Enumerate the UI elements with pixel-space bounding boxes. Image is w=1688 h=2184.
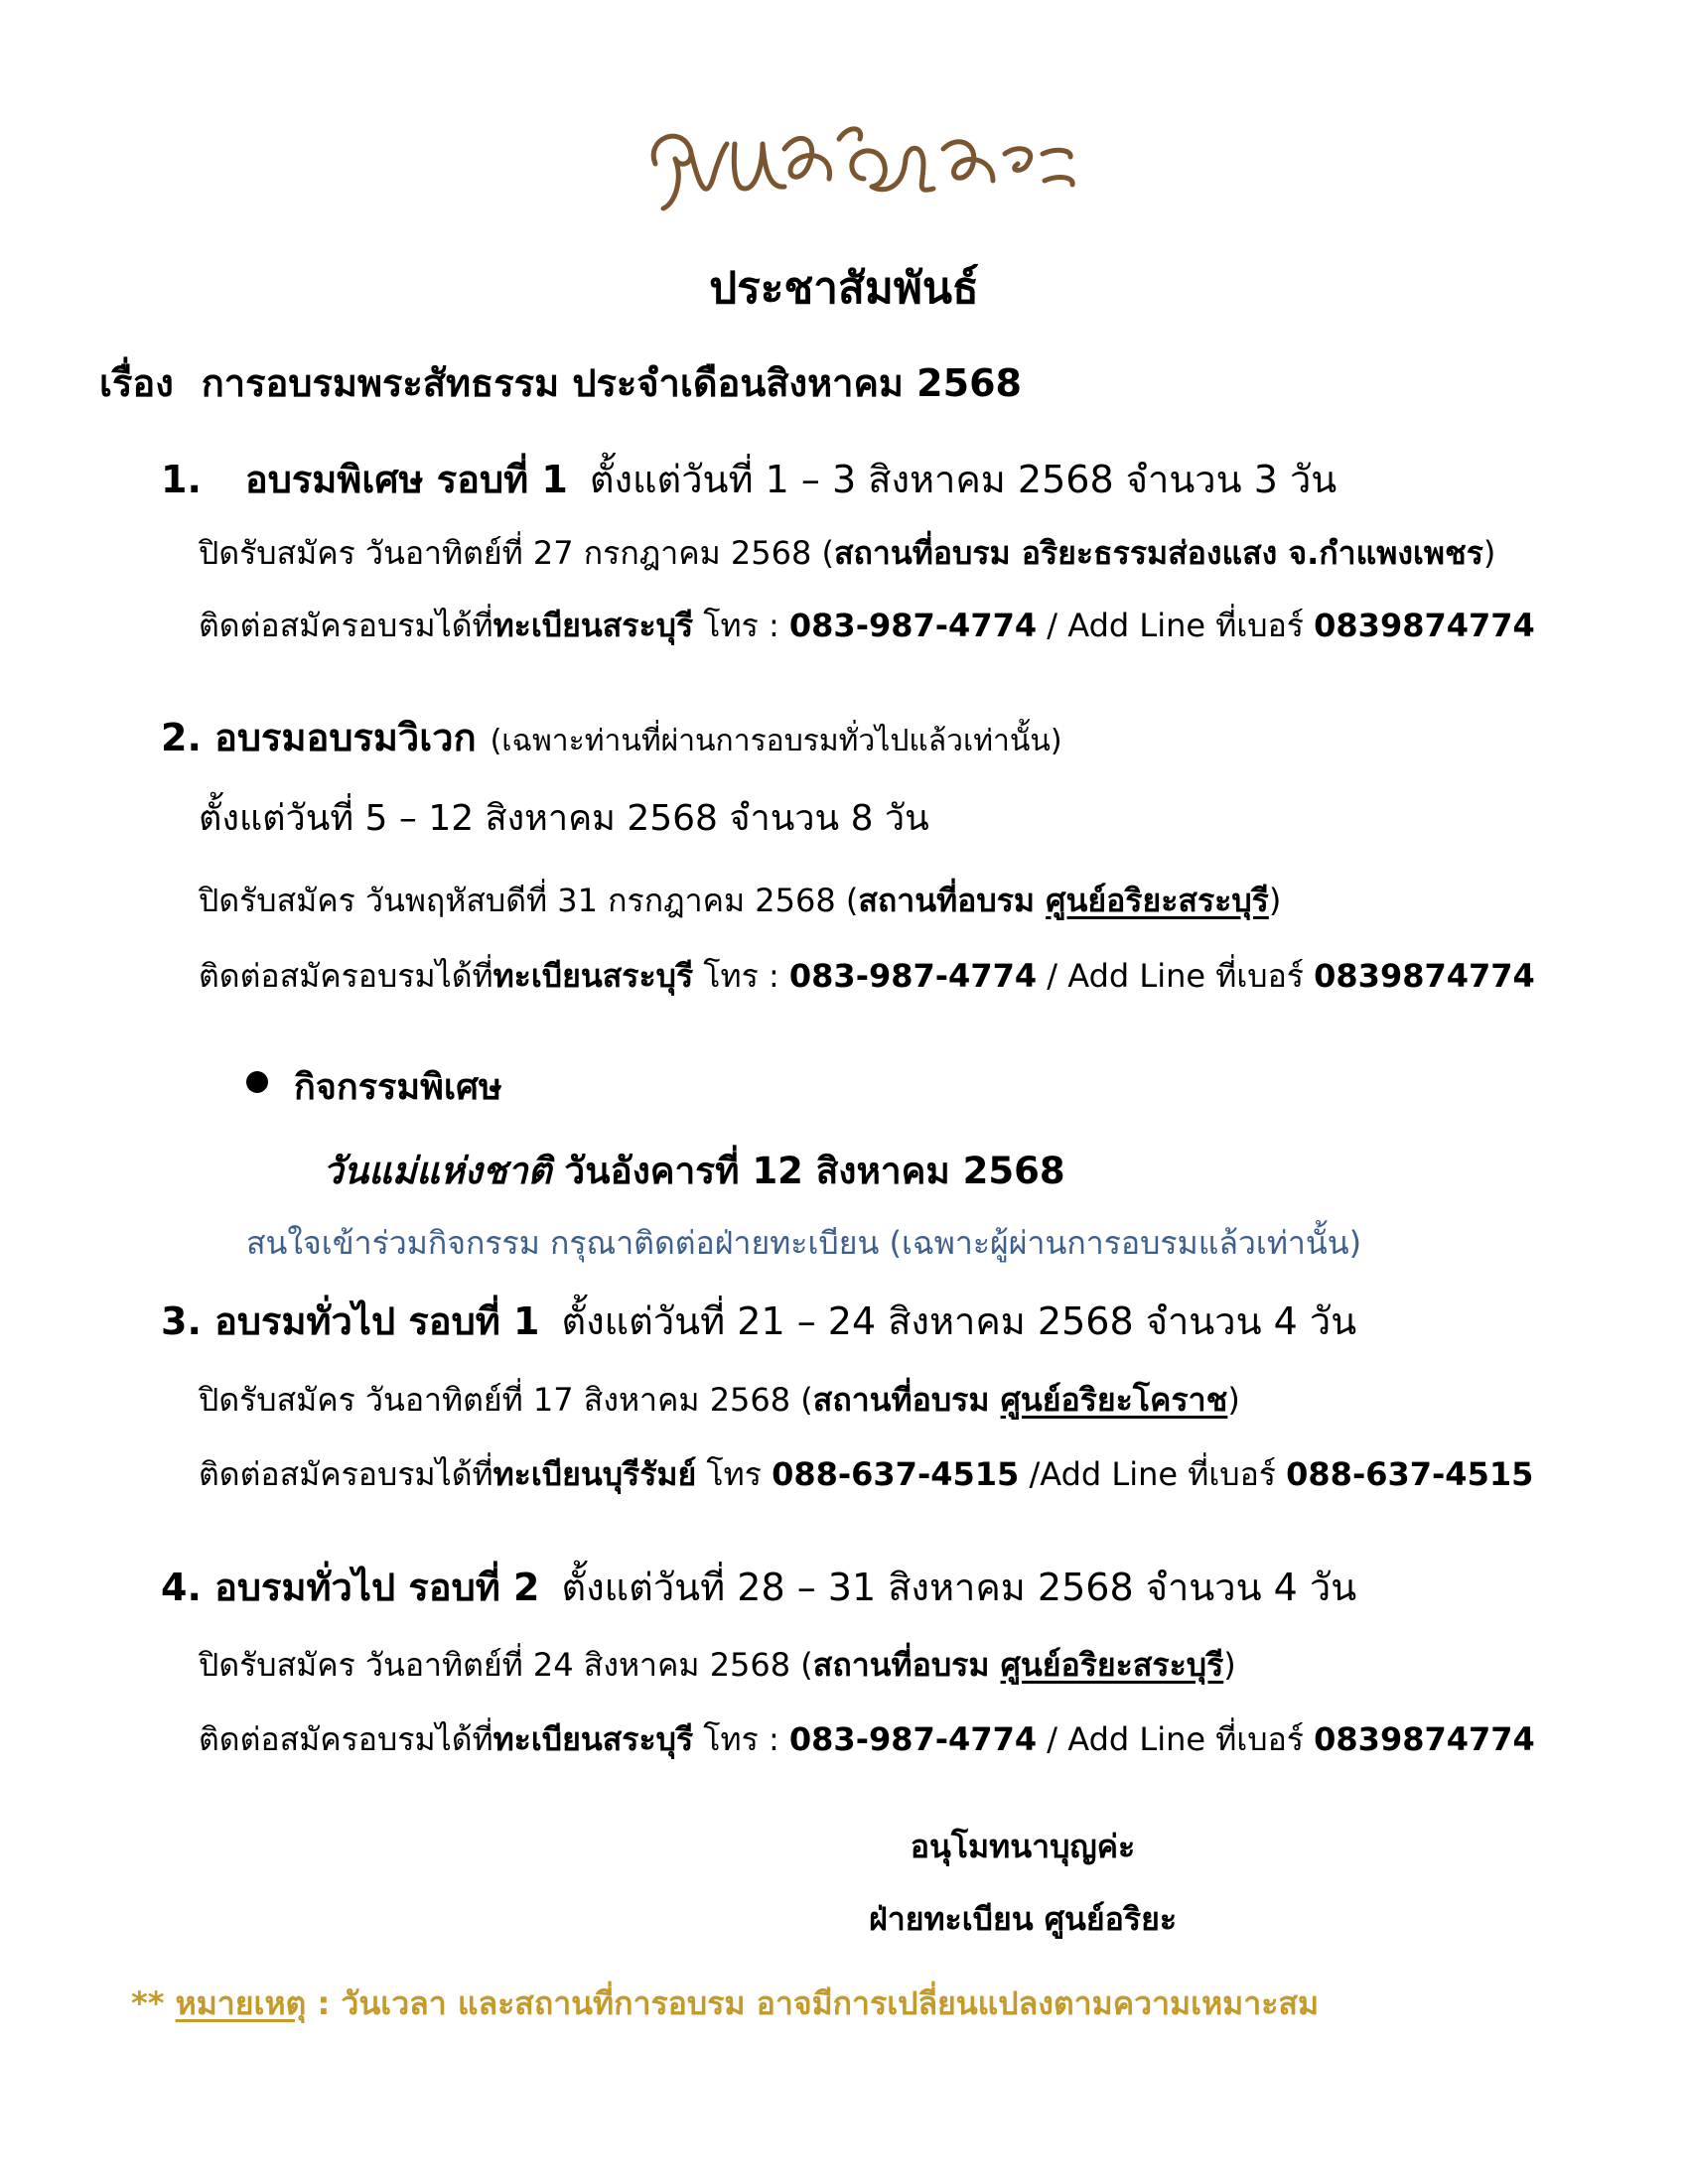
item3-contact-office: ทะเบียนบุรีรัมย์ <box>492 1455 697 1493</box>
item4-contact-office: ทะเบียนสระบุรี <box>492 1720 694 1758</box>
item1-phone: 083-987-4774 <box>788 607 1038 644</box>
item2-contact-prefix: ติดต่อสมัครอบรมได้ที่ <box>199 957 493 995</box>
item2-dates: ตั้งแต่วันที่ 5 – 12 สิงหาคม 2568 จำนวน 8 วัน <box>199 798 929 839</box>
item1-closing-end: ) <box>1482 534 1496 572</box>
item1-heading <box>161 449 1336 509</box>
item1-contact-prefix: ติดต่อสมัครอบรมได้ที่ <box>199 607 493 644</box>
item3-phone-label: โทร <box>696 1455 773 1493</box>
item2-line-id: 0839874774 <box>1314 957 1535 995</box>
item1-number: 1. <box>161 458 202 501</box>
footnote-marker: ** <box>131 1984 176 2022</box>
item3-closing-end: ) <box>1227 1381 1240 1419</box>
subject-label: เรื่อง <box>99 361 174 405</box>
item2-closing-end: ) <box>1268 882 1282 919</box>
item4-contact <box>199 1714 1535 1765</box>
item1-closing-label: ปิดรับสมัคร วันอาทิตย์ที่ 27 กรกฎาคม 2568 ( <box>199 534 834 572</box>
item2-name: 2. อบรมอบรมวิเวก <box>161 716 477 759</box>
item1-venue: สถานที่อบรม อริยะธรรมส่องแสง จ.กำแพงเพชร <box>833 534 1483 572</box>
item1-name: อบรมพิเศษ รอบที่ 1 <box>244 458 568 501</box>
item3-closing <box>199 1375 1240 1426</box>
item2-venue: ศูนย์อริยะสระบุรี <box>1046 882 1269 919</box>
special-event-date: วันอังคารที่ 12 สิงหาคม 2568 <box>551 1150 1065 1192</box>
footnote-separator: : <box>306 1984 342 2022</box>
item3-contact-prefix: ติดต่อสมัครอบรมได้ที่ <box>199 1455 493 1493</box>
item4-closing-label: ปิดรับสมัคร วันอาทิตย์ที่ 24 สิงหาคม 2568 ( <box>199 1646 813 1684</box>
item2-closing-label: ปิดรับสมัคร วันพฤหัสบดีที่ 31 กรกฎาคม 2568 ( <box>199 882 859 919</box>
special-event <box>323 1142 1065 1200</box>
closing-signature: ฝ่ายทะเบียน ศูนย์อริยะ <box>868 1900 1178 1938</box>
item4-name: 4. อบรมทั่วไป รอบที่ 2 <box>161 1566 540 1609</box>
special-event-name: วันแม่แห่งชาติ <box>323 1150 552 1192</box>
footnote-text: วันเวลา และสถานที่การอบรม อาจมีการเปลี่ยนแปลงตามความเหมาะสม <box>341 1984 1320 2022</box>
item2-contact-office: ทะเบียนสระบุรี <box>492 957 694 995</box>
item3-contact <box>199 1449 1533 1500</box>
item3-venue-label: สถานที่อบรม <box>812 1381 1001 1419</box>
item2-phone: 083-987-4774 <box>788 957 1038 995</box>
item2-heading <box>161 707 1062 767</box>
page-title: ประชาสัมพันธ์ <box>709 263 979 314</box>
item1-line-label: / Add Line ที่เบอร์ <box>1037 607 1315 644</box>
item4-phone: 083-987-4774 <box>788 1720 1038 1758</box>
item4-venue-label: สถานที่อบรม <box>812 1646 1001 1684</box>
closing-thanks: อนุโมทนาบุญค่ะ <box>910 1828 1136 1865</box>
item3-line-id: 088-637-4515 <box>1286 1455 1534 1493</box>
item4-venue: ศูนย์อริยะสระบุรี <box>1000 1646 1224 1684</box>
item1-closing <box>199 528 1495 579</box>
item2-phone-label: โทร : <box>693 957 789 995</box>
item3-phone: 088-637-4515 <box>772 1455 1020 1493</box>
footnote-label: หมายเหตุ <box>175 1984 307 2022</box>
item4-dates: ตั้งแต่วันที่ 28 – 31 สิงหาคม 2568 จำนวน 4 วัน <box>561 1566 1357 1609</box>
item4-line-label: / Add Line ที่เบอร์ <box>1037 1720 1315 1758</box>
item3-name: 3. อบรมทั่วไป รอบที่ 1 <box>161 1299 540 1343</box>
item4-closing-end: ) <box>1223 1646 1236 1684</box>
item3-line-label: /Add Line ที่เบอร์ <box>1019 1455 1287 1493</box>
bullet-icon <box>246 1071 268 1093</box>
item3-venue: ศูนย์อริยะโคราช <box>1000 1381 1228 1419</box>
item3-dates: ตั้งแต่วันที่ 21 – 24 สิงหาคม 2568 จำนวน 4 วัน <box>561 1299 1357 1343</box>
item4-closing <box>199 1640 1236 1691</box>
item2-venue-label: สถานที่อบรม <box>858 882 1047 919</box>
footnote <box>131 1979 1319 2029</box>
item1-phone-label: โทร : <box>693 607 789 644</box>
item2-note: (เฉพาะท่านที่ผ่านการอบรมทั่วไปแล้วเท่านั้น) <box>490 724 1062 758</box>
item3-closing-label: ปิดรับสมัคร วันอาทิตย์ที่ 17 สิงหาคม 2568 ( <box>199 1381 813 1419</box>
ariya-center-logo <box>635 109 1102 218</box>
item4-contact-prefix: ติดต่อสมัครอบรมได้ที่ <box>199 1720 493 1758</box>
item2-closing <box>199 876 1281 926</box>
item4-line-id: 0839874774 <box>1314 1720 1535 1758</box>
item1-contact-office: ทะเบียนสระบุรี <box>492 607 694 644</box>
subject-line <box>99 352 1022 413</box>
item1-dates: ตั้งแต่วันที่ 1 – 3 สิงหาคม 2568 จำนวน 3 วัน <box>589 458 1337 501</box>
subject-text: การอบรมพระสัทธรรม ประจำเดือนสิงหาคม 2568 <box>201 361 1022 405</box>
item2-line-label: / Add Line ที่เบอร์ <box>1037 957 1315 995</box>
item1-contact <box>199 601 1535 651</box>
special-invite: สนใจเข้าร่วมกิจกรรม กรุณาติดต่อฝ่ายทะเบียน (เฉพาะผู้ผ่านการอบรมแล้วเท่านั้น) <box>246 1224 1362 1262</box>
item2-contact <box>199 951 1535 1002</box>
special-heading: กิจกรรมพิเศษ <box>294 1067 502 1108</box>
item4-phone-label: โทร : <box>693 1720 789 1758</box>
item4-heading <box>161 1557 1356 1617</box>
item3-heading <box>161 1291 1356 1351</box>
item1-line-id: 0839874774 <box>1314 607 1535 644</box>
